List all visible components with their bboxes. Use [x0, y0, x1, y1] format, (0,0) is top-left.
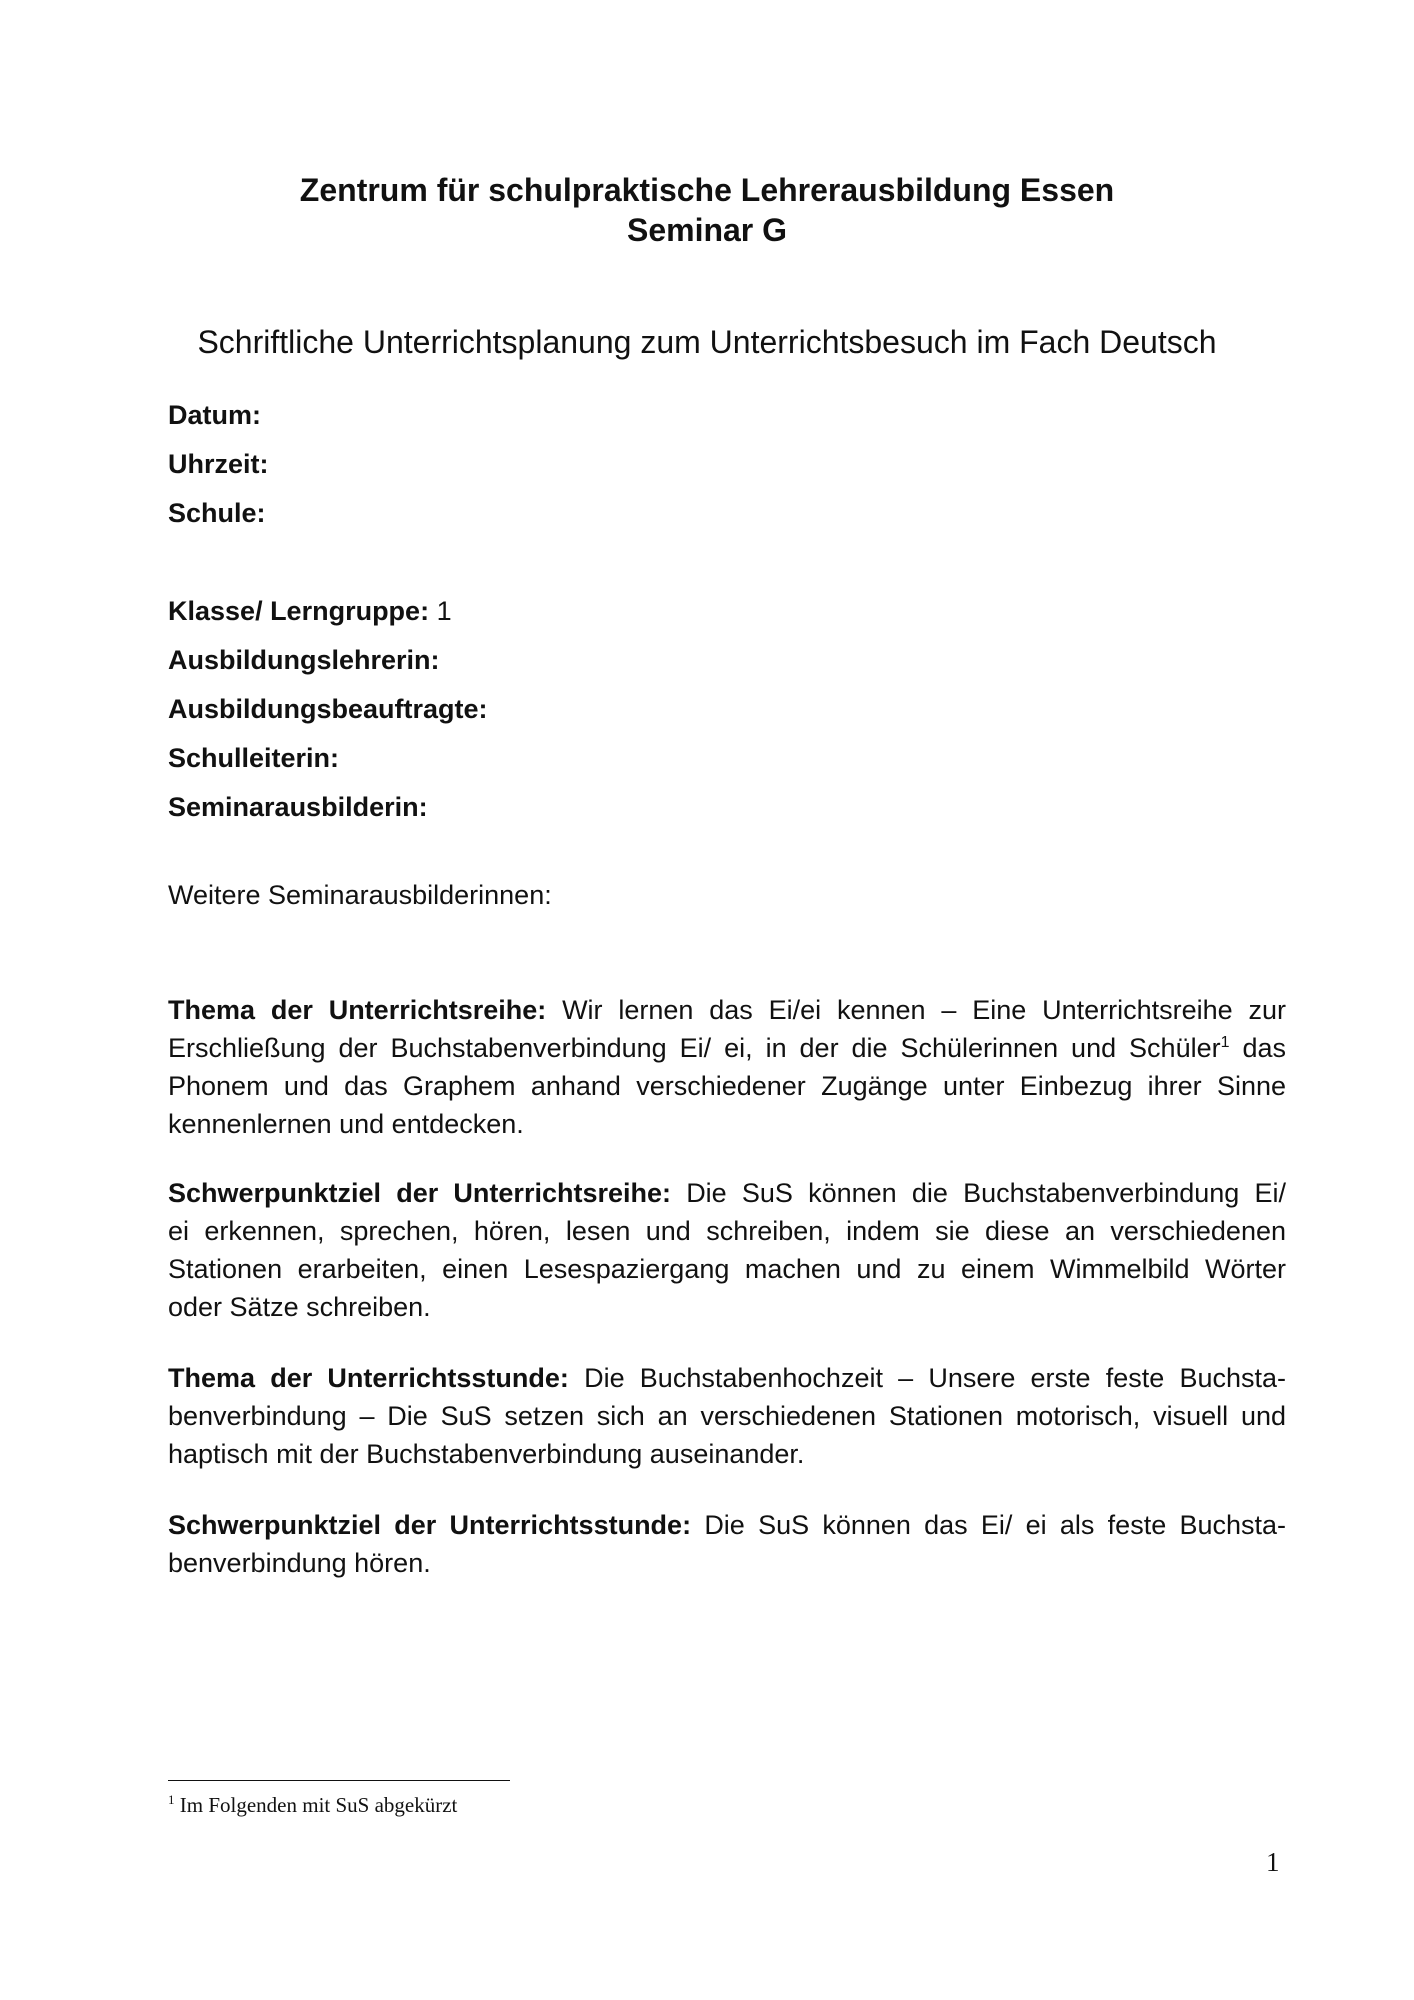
- footnote-divider: [168, 1780, 510, 1781]
- document-subtitle: Schriftliche Unterrichtsplanung zum Unterrichtsbesuch im Fach Deutsch: [197, 324, 1217, 360]
- stunde-ziel-text-2: benverbindung hören.: [168, 1548, 431, 1578]
- reihe-thema-paragraph: [168, 991, 1286, 1143]
- ausbildungsbeauftragte-field: [168, 692, 488, 726]
- seminarausbilderin-label: Seminarausbilderin:: [168, 792, 428, 822]
- stunde-thema-text-1: Die Buchstabenhochzeit – Unsere erste feste Buchsta-: [584, 1363, 1286, 1393]
- ausbildungsbeauftragte-label: Ausbildungsbeauftragte:: [168, 694, 488, 724]
- ausbildungslehrerin-field: [168, 643, 440, 677]
- weitere-seminarausbilderinnen-field: [168, 878, 552, 912]
- reihe-thema-label: Thema der Unterrichtsreihe:: [168, 995, 547, 1025]
- reihe-ziel-text-3: Stationen erarbeiten, einen Lesespaziergang machen und zu einem Wimmelbild Wörter: [168, 1254, 1286, 1284]
- datum-field: [168, 398, 261, 432]
- reihe-ziel-text-4: oder Sätze schreiben.: [168, 1292, 431, 1322]
- stunde-ziel-text-1: Die SuS können das Ei/ ei als feste Buchsta-: [704, 1510, 1286, 1540]
- reihe-ziel-text-2: ei erkennen, sprechen, hören, lesen und schreiben, indem sie diese an verschiedenen: [168, 1216, 1286, 1246]
- footnote-text: Im Folgenden mit SuS abgekürzt: [174, 1793, 458, 1817]
- seminar-title: Seminar G: [626, 212, 788, 248]
- datum-label: Datum:: [168, 400, 261, 430]
- uhrzeit-field: [168, 447, 269, 481]
- ausbildungslehrerin-label: Ausbildungslehrerin:: [168, 645, 440, 675]
- stunde-ziel-paragraph: [168, 1506, 1286, 1582]
- seminarausbilderin-field: [168, 790, 428, 824]
- reihe-thema-text-3: Phonem und das Graphem anhand verschiedener Zugänge unter Einbezug ihrer Sinne: [168, 1071, 1286, 1101]
- schulleiterin-label: Schulleiterin:: [168, 743, 340, 773]
- weitere-seminarausbilderinnen-label: Weitere Seminarausbilderinnen:: [168, 880, 552, 910]
- stunde-thema-label: Thema der Unterrichtsstunde:: [168, 1363, 569, 1393]
- reihe-thema-text-4: kennenlernen und entdecken.: [168, 1109, 524, 1139]
- stunde-thema-text-3: haptisch mit der Buchstabenverbindung auseinander.: [168, 1439, 805, 1469]
- page-number: 1: [1266, 1847, 1280, 1877]
- schule-label: Schule:: [168, 498, 266, 528]
- footnote-reference: 1: [1220, 1034, 1230, 1051]
- institution-title: Zentrum für schulpraktische Lehrerausbildung Essen: [299, 172, 1115, 208]
- footnote: [168, 1792, 457, 1818]
- schulleiterin-field: [168, 741, 339, 775]
- klasse-value: 1: [436, 596, 452, 626]
- uhrzeit-label: Uhrzeit:: [168, 449, 269, 479]
- stunde-ziel-label: Schwerpunktziel der Unterrichtsstunde:: [168, 1510, 692, 1540]
- schule-field: [168, 496, 266, 530]
- klasse-label: Klasse/ Lerngruppe:: [168, 596, 430, 626]
- reihe-thema-text-2b: das: [1229, 1033, 1286, 1063]
- klasse-field: [168, 594, 452, 628]
- stunde-thema-paragraph: [168, 1359, 1286, 1473]
- reihe-ziel-paragraph: [168, 1174, 1286, 1326]
- reihe-thema-text-1: Wir lernen das Ei/ei kennen – Eine Unterrichtsreihe zur: [562, 995, 1286, 1025]
- stunde-thema-text-2: benverbindung – Die SuS setzen sich an verschiedenen Stationen motorisch, visuell und: [168, 1401, 1286, 1431]
- reihe-ziel-text-1: Die SuS können die Buchstabenverbindung Ei/: [686, 1178, 1286, 1208]
- reihe-ziel-label: Schwerpunktziel der Unterrichtsreihe:: [168, 1178, 671, 1208]
- reihe-thema-text-2: Erschließung der Buchstabenverbindung Ei/ ei, in der die Schülerinnen und Schüler: [168, 1033, 1221, 1063]
- footnote-number: 1: [168, 1792, 175, 1807]
